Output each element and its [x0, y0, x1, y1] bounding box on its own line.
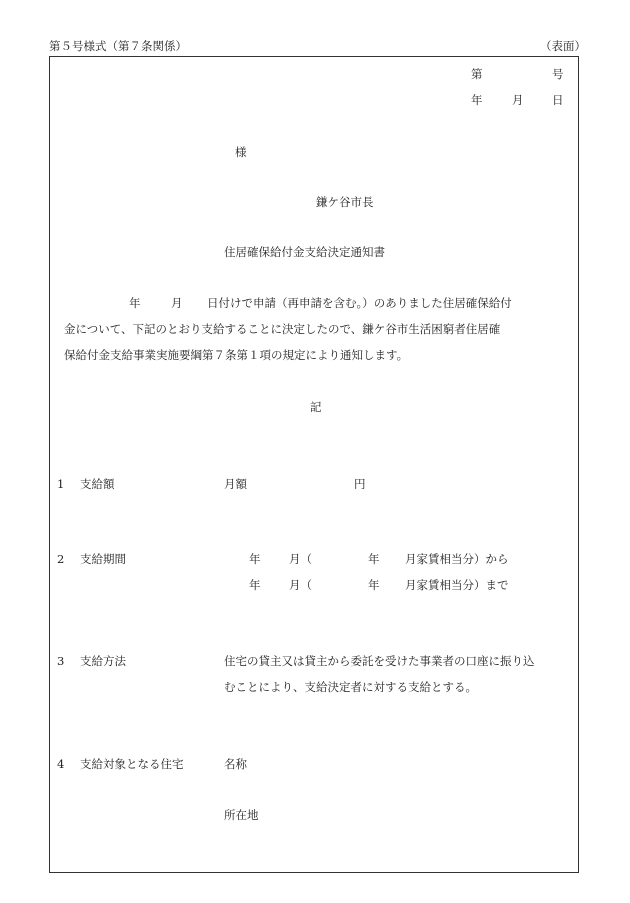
- period-to-rest: 月家賃相当分）まで: [405, 578, 509, 592]
- body-line3: 保給付金支給事業実施要綱第７条第１項の規定により通知します。: [64, 348, 409, 362]
- doc-number-suffix: 号: [552, 67, 564, 81]
- item-label-method: 支給方法: [80, 654, 126, 668]
- body-year: 年: [129, 296, 141, 310]
- date-year: 年: [471, 93, 483, 107]
- item-label-period: 支給期間: [80, 552, 126, 566]
- sender: 鎌ケ谷市長: [316, 195, 374, 209]
- housing-location-label: 所在地: [224, 808, 259, 822]
- period-from-rest: 月家賃相当分）から: [405, 552, 509, 566]
- ki-heading: 記: [310, 400, 322, 414]
- period-to-month: 月（: [289, 578, 312, 592]
- item-label-amount: 支給額: [80, 477, 115, 491]
- item-number: 4: [57, 757, 65, 771]
- monthly-label: 月額: [224, 477, 247, 491]
- method-line1: 住宅の貸主又は貸主から委託を受けた事業者の口座に振り込: [224, 654, 535, 668]
- item-number: 2: [57, 552, 65, 566]
- item-label-housing: 支給対象となる住宅: [80, 757, 184, 771]
- yen-label: 円: [354, 477, 366, 491]
- period-from-year: 年: [249, 552, 261, 566]
- item-number: 3: [57, 654, 65, 668]
- addressee-honorific: 様: [235, 145, 247, 159]
- document-title: 住居確保給付金支給決定通知書: [224, 245, 385, 259]
- date-day: 日: [552, 93, 564, 107]
- document-frame: [49, 56, 579, 873]
- period-from-year2: 年: [368, 552, 380, 566]
- side-label: （表面）: [540, 39, 586, 53]
- form-number: 第５号様式（第７条関係）: [49, 39, 187, 53]
- body-line1: 日付けで申請（再申請を含む。）のありました住居確保給付: [207, 296, 512, 310]
- body-line2: 金について、下記のとおり支給することに決定したので、鎌ケ谷市生活困窮者住居確: [64, 322, 501, 336]
- housing-name-label: 名称: [224, 757, 247, 771]
- method-line2: むことにより、支給決定者に対する支給とする。: [224, 680, 477, 694]
- item-number: 1: [57, 477, 65, 491]
- period-from-month: 月（: [289, 552, 312, 566]
- period-to-year: 年: [249, 578, 261, 592]
- date-month: 月: [512, 93, 524, 107]
- body-month: 月: [171, 296, 183, 310]
- doc-number-label: 第: [471, 67, 483, 81]
- period-to-year2: 年: [368, 578, 380, 592]
